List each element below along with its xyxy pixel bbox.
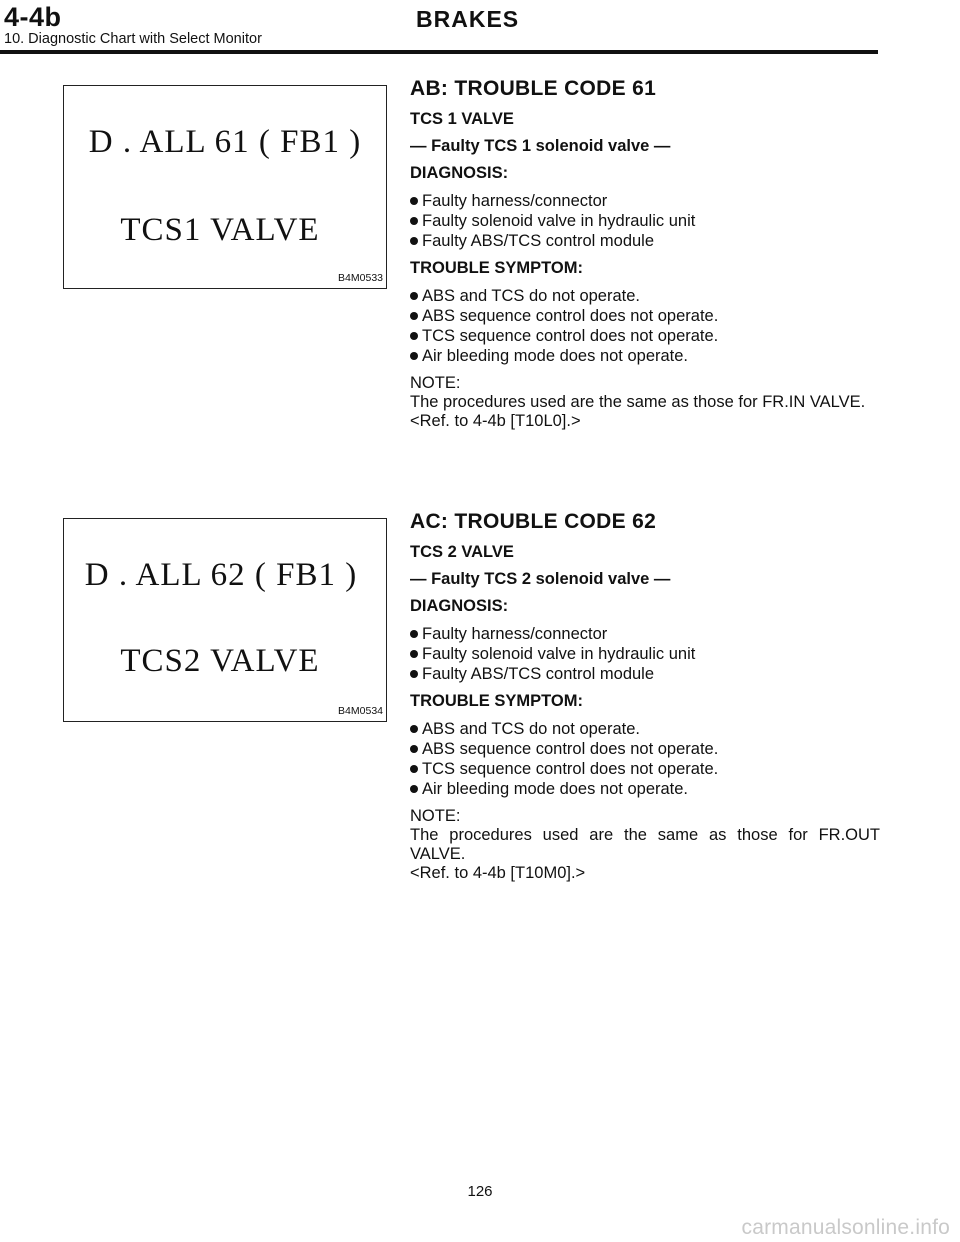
diagnosis-list	[410, 191, 880, 251]
diagnosis-label: DIAGNOSIS:	[410, 597, 509, 615]
note-block	[410, 807, 880, 883]
bullet-icon	[410, 217, 418, 225]
bullet-icon	[410, 745, 418, 753]
trouble-code-61-section	[410, 77, 880, 431]
watermark: carmanualsonline.info	[741, 1216, 950, 1239]
note-body: The procedures used are the same as those for FR.IN VALVE.	[410, 393, 866, 411]
list-item: Air bleeding mode does not operate.	[410, 346, 880, 366]
diagnosis-label: DIAGNOSIS:	[410, 164, 509, 182]
list-item: Faulty solenoid valve in hydraulic unit	[410, 644, 880, 664]
note-label: NOTE:	[410, 807, 461, 825]
chapter-subtitle: 10. Diagnostic Chart with Select Monitor	[4, 31, 262, 47]
section-heading: AC: TROUBLE CODE 62	[410, 510, 657, 533]
figure-id: B4M0533	[338, 272, 383, 284]
bullet-icon	[410, 237, 418, 245]
section-subject: TCS 1 VALVE	[410, 110, 514, 128]
bullet-icon	[410, 630, 418, 638]
monitor-line-1: D . ALL 61 ( FB1 )	[88, 124, 362, 160]
bullet-icon	[410, 765, 418, 773]
list-item: ABS sequence control does not operate.	[410, 739, 880, 759]
section-heading: AB: TROUBLE CODE 61	[410, 77, 657, 100]
list-item: TCS sequence control does not operate.	[410, 326, 880, 346]
note-body: The procedures used are the same as those for FR.OUT VALVE.	[410, 826, 880, 863]
bullet-icon	[410, 725, 418, 733]
page-number: 126	[467, 1183, 493, 1200]
section-subject: TCS 2 VALVE	[410, 543, 514, 561]
symptom-list	[410, 286, 880, 366]
monitor-line-2: TCS1 VALVE	[120, 212, 320, 248]
trouble-code-62-section	[410, 510, 880, 883]
list-item: ABS and TCS do not operate.	[410, 286, 880, 306]
header-rule	[0, 50, 878, 54]
list-item: TCS sequence control does not operate.	[410, 759, 880, 779]
list-item: Faulty solenoid valve in hydraulic unit	[410, 211, 880, 231]
select-monitor-display-code-62	[63, 518, 387, 722]
section-code: 4-4b	[4, 2, 62, 32]
trouble-symptom-label: TROUBLE SYMPTOM:	[410, 692, 583, 710]
list-item: Faulty ABS/TCS control module	[410, 664, 880, 684]
bullet-icon	[410, 332, 418, 340]
monitor-line-1: D . ALL 62 ( FB1 )	[84, 557, 358, 593]
bullet-icon	[410, 352, 418, 360]
bullet-icon	[410, 670, 418, 678]
list-item: Faulty harness/connector	[410, 191, 880, 211]
figure-id: B4M0534	[338, 705, 383, 717]
note-reference: <Ref. to 4-4b [T10M0].>	[410, 864, 586, 882]
section-description: — Faulty TCS 1 solenoid valve —	[410, 137, 671, 155]
list-item: Faulty ABS/TCS control module	[410, 231, 880, 251]
list-item: ABS and TCS do not operate.	[410, 719, 880, 739]
diagnosis-list	[410, 624, 880, 684]
list-item: ABS sequence control does not operate.	[410, 306, 880, 326]
list-item: Faulty harness/connector	[410, 624, 880, 644]
monitor-line-2: TCS2 VALVE	[120, 643, 320, 679]
chapter-title: BRAKES	[416, 6, 520, 32]
trouble-symptom-label: TROUBLE SYMPTOM:	[410, 259, 583, 277]
bullet-icon	[410, 312, 418, 320]
select-monitor-display-code-61	[63, 85, 387, 289]
bullet-icon	[410, 292, 418, 300]
note-label: NOTE:	[410, 374, 461, 392]
symptom-list	[410, 719, 880, 799]
note-block	[410, 374, 880, 431]
bullet-icon	[410, 650, 418, 658]
list-item: Air bleeding mode does not operate.	[410, 779, 880, 799]
bullet-icon	[410, 785, 418, 793]
bullet-icon	[410, 197, 418, 205]
section-description: — Faulty TCS 2 solenoid valve —	[410, 570, 671, 588]
note-reference: <Ref. to 4-4b [T10L0].>	[410, 412, 581, 430]
